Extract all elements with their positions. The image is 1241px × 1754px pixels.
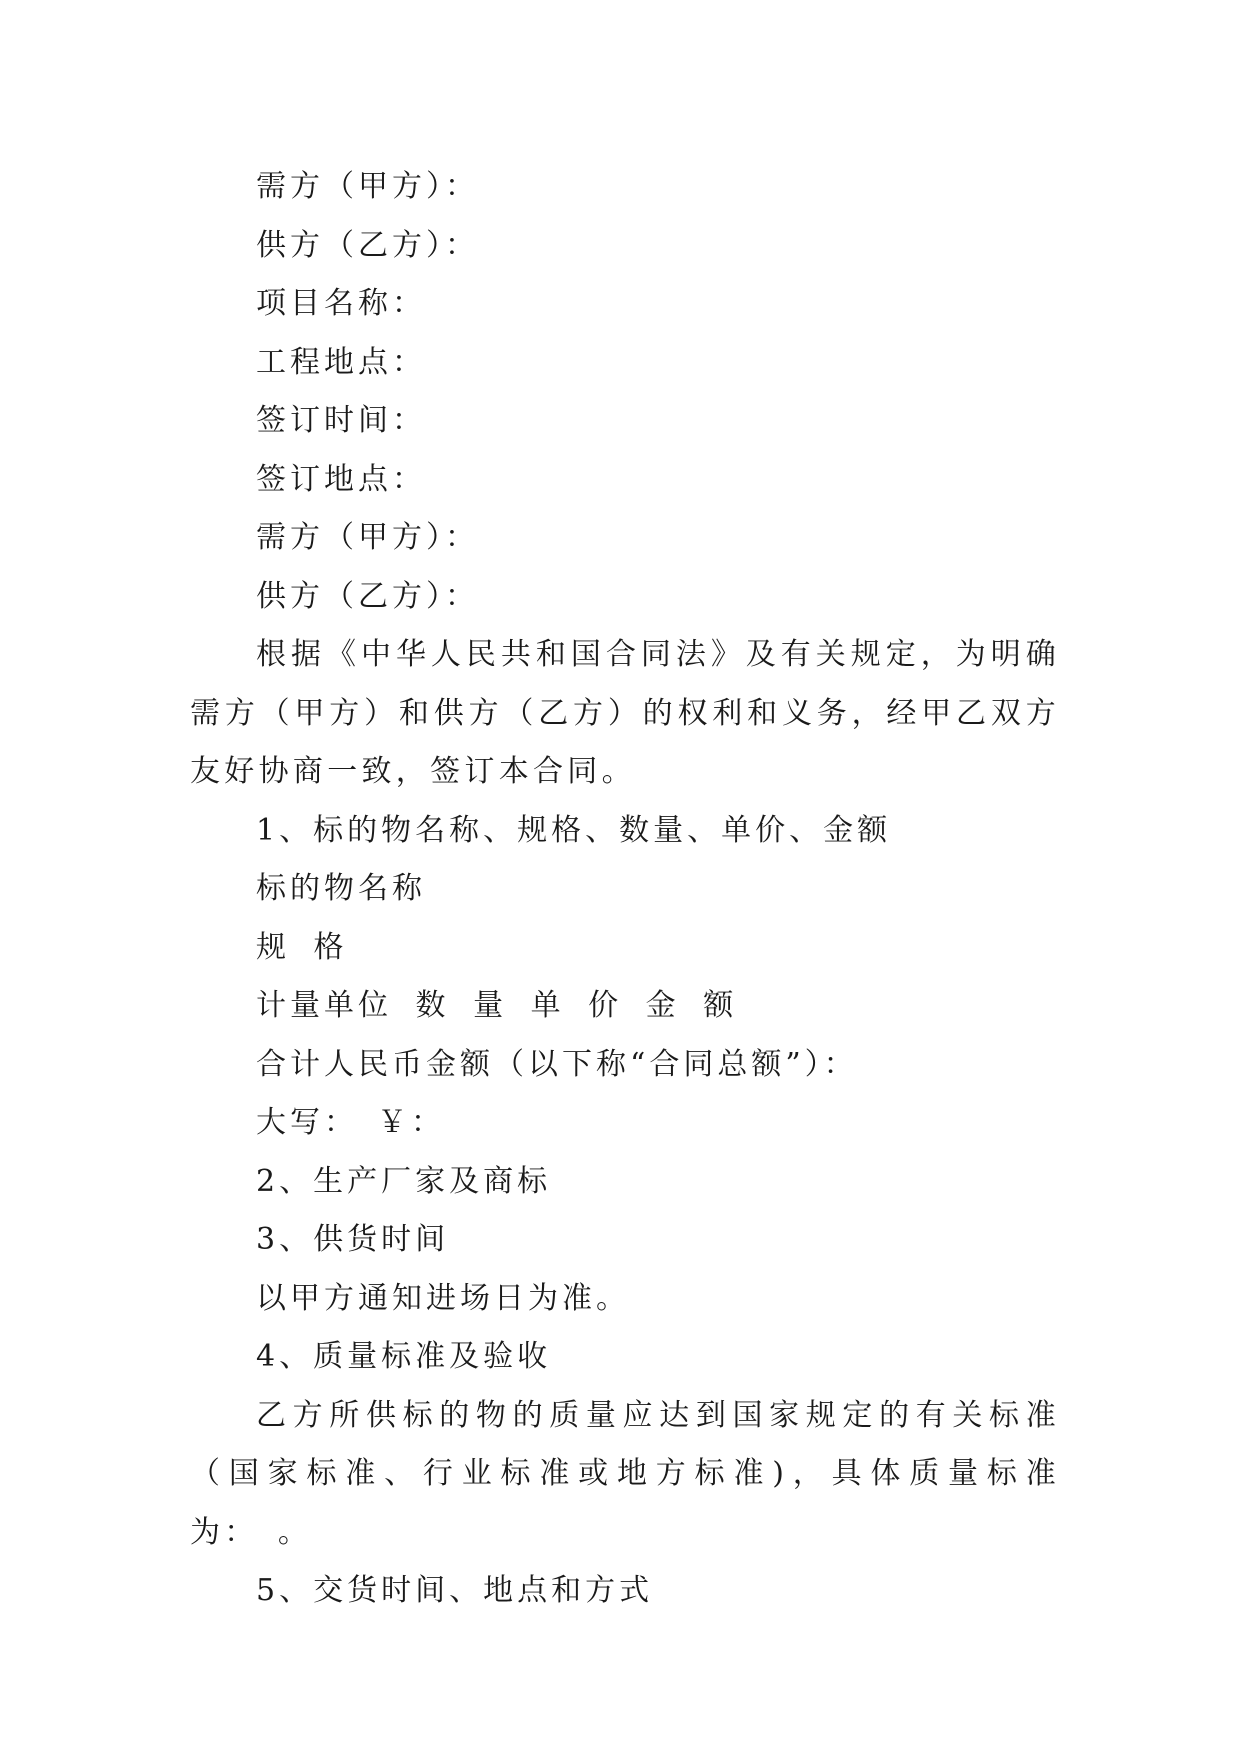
amount-words-line: 大写： ￥： [256, 1105, 445, 1140]
section2-heading: 2、生产厂家及商标 [256, 1163, 552, 1199]
document-body [190, 158, 1060, 1621]
columns-label: 计量单位 数 量 单 价 金 额 [256, 988, 738, 1023]
spec-label: 规 格 [256, 929, 348, 965]
project-location-line: 工程地点： [256, 344, 426, 380]
section3-heading: 3、供货时间 [256, 1222, 450, 1257]
section3-text: 以甲方通知进场日为准。 [256, 1280, 630, 1316]
section4-text: 乙方所供标的物的质量应达到国家规定的有关标准（国家标准、行业标准或地方标准)，具体质量标准为： 。 [190, 1397, 1060, 1550]
signing-time-line: 签订时间： [256, 403, 426, 438]
buyer-party-line: 需方（甲方）： [256, 169, 479, 204]
section4-heading: 4、质量标准及验收 [256, 1339, 552, 1374]
project-name-line: 项目名称： [256, 286, 426, 321]
section5-heading: 5、交货时间、地点和方式 [256, 1573, 654, 1608]
supplier-party-line: 供方（乙方）： [256, 227, 479, 263]
signing-place-line: 签订地点： [256, 461, 426, 497]
section1-heading: 1、标的物名称、规格、数量、单价、金额 [256, 812, 892, 848]
intro-paragraph: 根据《中华人民共和国合同法》及有关规定，为明确需方（甲方）和供方（乙方）的权利和义务，经甲乙双方友好协商一致，签订本合同。 [190, 637, 1060, 789]
item-name-label: 标的物名称 [256, 871, 426, 906]
supplier-party-line-2: 供方（乙方）： [256, 578, 479, 614]
total-amount-label: 合计人民币金额（以下称“合同总额”）： [256, 1046, 858, 1082]
buyer-party-line-2: 需方（甲方）： [256, 520, 479, 555]
